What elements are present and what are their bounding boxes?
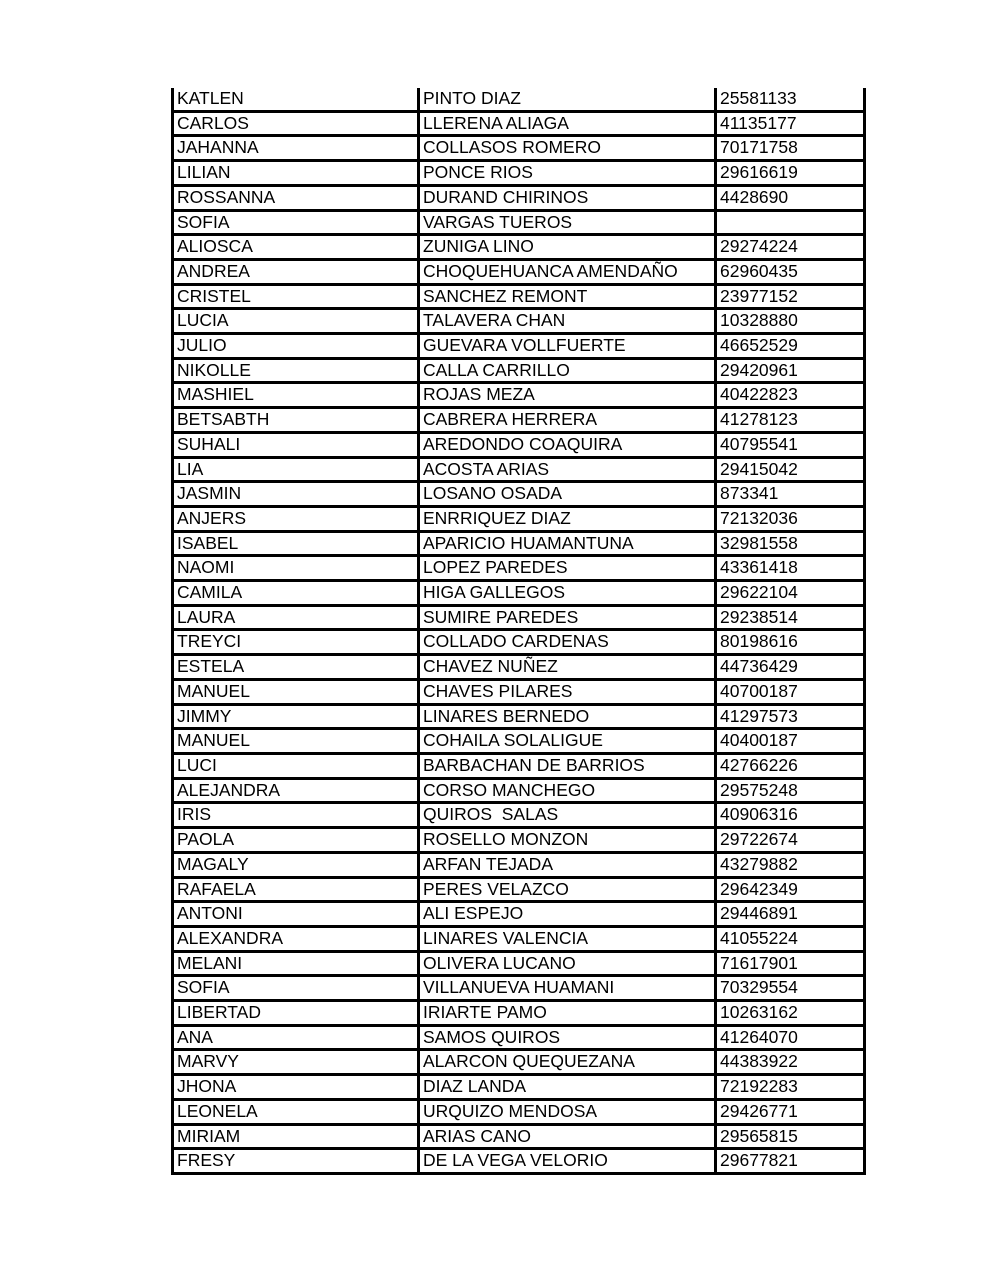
table-row — [173, 803, 865, 828]
id-number-cell: 10263162 — [716, 1001, 865, 1026]
first-name-cell: JULIO — [173, 334, 419, 359]
first-name-cell: LIBERTAD — [173, 1001, 419, 1026]
table-row — [173, 235, 865, 260]
last-name-cell: COLLASOS ROMERO — [419, 136, 716, 161]
last-name-cell: VARGAS TUEROS — [419, 210, 716, 235]
id-number-cell: 29642349 — [716, 877, 865, 902]
first-name-cell: LUCIA — [173, 309, 419, 334]
first-name-cell: MANUEL — [173, 679, 419, 704]
id-number-cell: 29420961 — [716, 358, 865, 383]
id-number-cell: 43279882 — [716, 852, 865, 877]
last-name-cell: CALLA CARRILLO — [419, 358, 716, 383]
id-number-cell: 29722674 — [716, 828, 865, 853]
last-name-cell: URQUIZO MENDOSA — [419, 1099, 716, 1124]
last-name-cell: COHAILA SOLALIGUE — [419, 729, 716, 754]
last-name-cell: SAMOS QUIROS — [419, 1025, 716, 1050]
first-name-cell: ALEJANDRA — [173, 778, 419, 803]
first-name-cell: CAMILA — [173, 581, 419, 606]
id-number-cell: 40795541 — [716, 432, 865, 457]
table-row — [173, 655, 865, 680]
table-row — [173, 210, 865, 235]
first-name-cell: MAGALY — [173, 852, 419, 877]
last-name-cell: CABRERA HERRERA — [419, 408, 716, 433]
id-number-cell: 44383922 — [716, 1050, 865, 1075]
table-row — [173, 334, 865, 359]
table-row — [173, 976, 865, 1001]
id-number-cell: 29415042 — [716, 457, 865, 482]
last-name-cell: LINARES VALENCIA — [419, 926, 716, 951]
last-name-cell: TALAVERA CHAN — [419, 309, 716, 334]
id-number-cell: 70329554 — [716, 976, 865, 1001]
id-number-cell: 29575248 — [716, 778, 865, 803]
table-row — [173, 1149, 865, 1174]
table-row — [173, 161, 865, 186]
last-name-cell: ENRRIQUEZ DIAZ — [419, 506, 716, 531]
table-row — [173, 457, 865, 482]
id-number-cell: 62960435 — [716, 259, 865, 284]
last-name-cell: DE LA VEGA VELORIO — [419, 1149, 716, 1174]
id-number-cell: 25581133 — [716, 88, 865, 111]
last-name-cell: APARICIO HUAMANTUNA — [419, 531, 716, 556]
first-name-cell: ANA — [173, 1025, 419, 1050]
table-row — [173, 88, 865, 111]
roster-body — [173, 88, 865, 1173]
first-name-cell: MASHIEL — [173, 383, 419, 408]
id-number-cell: 41055224 — [716, 926, 865, 951]
first-name-cell: RAFAELA — [173, 877, 419, 902]
last-name-cell: ARIAS CANO — [419, 1124, 716, 1149]
table-row — [173, 877, 865, 902]
last-name-cell: SANCHEZ REMONT — [419, 284, 716, 309]
last-name-cell: ACOSTA ARIAS — [419, 457, 716, 482]
first-name-cell: ISABEL — [173, 531, 419, 556]
first-name-cell: LEONELA — [173, 1099, 419, 1124]
last-name-cell: SUMIRE PAREDES — [419, 605, 716, 630]
id-number-cell: 29274224 — [716, 235, 865, 260]
first-name-cell: PAOLA — [173, 828, 419, 853]
first-name-cell: NAOMI — [173, 556, 419, 581]
id-number-cell: 70171758 — [716, 136, 865, 161]
last-name-cell: LOPEZ PAREDES — [419, 556, 716, 581]
table-row — [173, 309, 865, 334]
last-name-cell: ZUNIGA LINO — [419, 235, 716, 260]
table-row — [173, 679, 865, 704]
id-number-cell: 43361418 — [716, 556, 865, 581]
first-name-cell: MELANI — [173, 951, 419, 976]
id-number-cell: 41297573 — [716, 704, 865, 729]
first-name-cell: ROSSANNA — [173, 185, 419, 210]
id-number-cell: 40422823 — [716, 383, 865, 408]
id-number-cell: 10328880 — [716, 309, 865, 334]
first-name-cell: SUHALI — [173, 432, 419, 457]
table-row — [173, 753, 865, 778]
id-number-cell: 29622104 — [716, 581, 865, 606]
first-name-cell: LIA — [173, 457, 419, 482]
first-name-cell: MARVY — [173, 1050, 419, 1075]
last-name-cell: DURAND CHIRINOS — [419, 185, 716, 210]
id-number-cell: 29426771 — [716, 1099, 865, 1124]
first-name-cell: BETSABTH — [173, 408, 419, 433]
first-name-cell: IRIS — [173, 803, 419, 828]
last-name-cell: ALARCON QUEQUEZANA — [419, 1050, 716, 1075]
first-name-cell: ESTELA — [173, 655, 419, 680]
last-name-cell: OLIVERA LUCANO — [419, 951, 716, 976]
id-number-cell: 44736429 — [716, 655, 865, 680]
id-number-cell: 41278123 — [716, 408, 865, 433]
last-name-cell: IRIARTE PAMO — [419, 1001, 716, 1026]
last-name-cell: DIAZ LANDA — [419, 1075, 716, 1100]
last-name-cell: VILLANUEVA HUAMANI — [419, 976, 716, 1001]
table-row — [173, 358, 865, 383]
id-number-cell: 29616619 — [716, 161, 865, 186]
id-number-cell: 40400187 — [716, 729, 865, 754]
id-number-cell: 46652529 — [716, 334, 865, 359]
table-row — [173, 136, 865, 161]
first-name-cell: TREYCI — [173, 630, 419, 655]
id-number-cell: 29677821 — [716, 1149, 865, 1174]
first-name-cell: LAURA — [173, 605, 419, 630]
table-row — [173, 1001, 865, 1026]
last-name-cell: ROJAS MEZA — [419, 383, 716, 408]
table-row — [173, 111, 865, 136]
first-name-cell: ANJERS — [173, 506, 419, 531]
first-name-cell: JHONA — [173, 1075, 419, 1100]
last-name-cell: CHOQUEHUANCA AMENDAÑO — [419, 259, 716, 284]
last-name-cell: CHAVES PILARES — [419, 679, 716, 704]
table-row — [173, 951, 865, 976]
id-number-cell — [716, 210, 865, 235]
table-row — [173, 408, 865, 433]
id-number-cell: 41135177 — [716, 111, 865, 136]
table-row — [173, 704, 865, 729]
last-name-cell: CHAVEZ NUÑEZ — [419, 655, 716, 680]
first-name-cell: ALIOSCA — [173, 235, 419, 260]
id-number-cell: 72132036 — [716, 506, 865, 531]
first-name-cell: ANTONI — [173, 902, 419, 927]
table-row — [173, 729, 865, 754]
table-row — [173, 185, 865, 210]
last-name-cell: CORSO MANCHEGO — [419, 778, 716, 803]
table-row — [173, 432, 865, 457]
first-name-cell: FRESY — [173, 1149, 419, 1174]
table-row — [173, 383, 865, 408]
table-row — [173, 1099, 865, 1124]
last-name-cell: ROSELLO MONZON — [419, 828, 716, 853]
first-name-cell: JASMIN — [173, 482, 419, 507]
last-name-cell: AREDONDO COAQUIRA — [419, 432, 716, 457]
last-name-cell: PONCE RIOS — [419, 161, 716, 186]
table-row — [173, 581, 865, 606]
spreadsheet-page — [171, 88, 860, 1175]
last-name-cell: LINARES BERNEDO — [419, 704, 716, 729]
last-name-cell: LOSANO OSADA — [419, 482, 716, 507]
id-number-cell: 41264070 — [716, 1025, 865, 1050]
last-name-cell: QUIROS SALAS — [419, 803, 716, 828]
id-number-cell: 873341 — [716, 482, 865, 507]
first-name-cell: CARLOS — [173, 111, 419, 136]
first-name-cell: ALEXANDRA — [173, 926, 419, 951]
last-name-cell: PINTO DIAZ — [419, 88, 716, 111]
id-number-cell: 80198616 — [716, 630, 865, 655]
table-row — [173, 1075, 865, 1100]
table-row — [173, 1050, 865, 1075]
first-name-cell: SOFIA — [173, 210, 419, 235]
first-name-cell: ANDREA — [173, 259, 419, 284]
id-number-cell: 29446891 — [716, 902, 865, 927]
first-name-cell: NIKOLLE — [173, 358, 419, 383]
table-row — [173, 605, 865, 630]
id-number-cell: 40700187 — [716, 679, 865, 704]
table-row — [173, 482, 865, 507]
id-number-cell: 29238514 — [716, 605, 865, 630]
id-number-cell: 40906316 — [716, 803, 865, 828]
first-name-cell: KATLEN — [173, 88, 419, 111]
first-name-cell: MIRIAM — [173, 1124, 419, 1149]
first-name-cell: LILIAN — [173, 161, 419, 186]
table-row — [173, 778, 865, 803]
table-row — [173, 556, 865, 581]
id-number-cell: 29565815 — [716, 1124, 865, 1149]
table-row — [173, 531, 865, 556]
last-name-cell: ALI ESPEJO — [419, 902, 716, 927]
table-row — [173, 902, 865, 927]
first-name-cell: JIMMY — [173, 704, 419, 729]
table-row — [173, 506, 865, 531]
roster-table — [171, 88, 866, 1175]
id-number-cell: 72192283 — [716, 1075, 865, 1100]
table-row — [173, 852, 865, 877]
table-row — [173, 259, 865, 284]
first-name-cell: CRISTEL — [173, 284, 419, 309]
last-name-cell: PERES VELAZCO — [419, 877, 716, 902]
last-name-cell: BARBACHAN DE BARRIOS — [419, 753, 716, 778]
table-row — [173, 828, 865, 853]
table-row — [173, 1124, 865, 1149]
first-name-cell: LUCI — [173, 753, 419, 778]
first-name-cell: JAHANNA — [173, 136, 419, 161]
id-number-cell: 42766226 — [716, 753, 865, 778]
last-name-cell: GUEVARA VOLLFUERTE — [419, 334, 716, 359]
last-name-cell: ARFAN TEJADA — [419, 852, 716, 877]
first-name-cell: MANUEL — [173, 729, 419, 754]
id-number-cell: 23977152 — [716, 284, 865, 309]
last-name-cell: COLLADO CARDENAS — [419, 630, 716, 655]
table-row — [173, 1025, 865, 1050]
table-row — [173, 630, 865, 655]
id-number-cell: 71617901 — [716, 951, 865, 976]
id-number-cell: 4428690 — [716, 185, 865, 210]
last-name-cell: LLERENA ALIAGA — [419, 111, 716, 136]
table-row — [173, 284, 865, 309]
id-number-cell: 32981558 — [716, 531, 865, 556]
first-name-cell: SOFIA — [173, 976, 419, 1001]
table-row — [173, 926, 865, 951]
last-name-cell: HIGA GALLEGOS — [419, 581, 716, 606]
